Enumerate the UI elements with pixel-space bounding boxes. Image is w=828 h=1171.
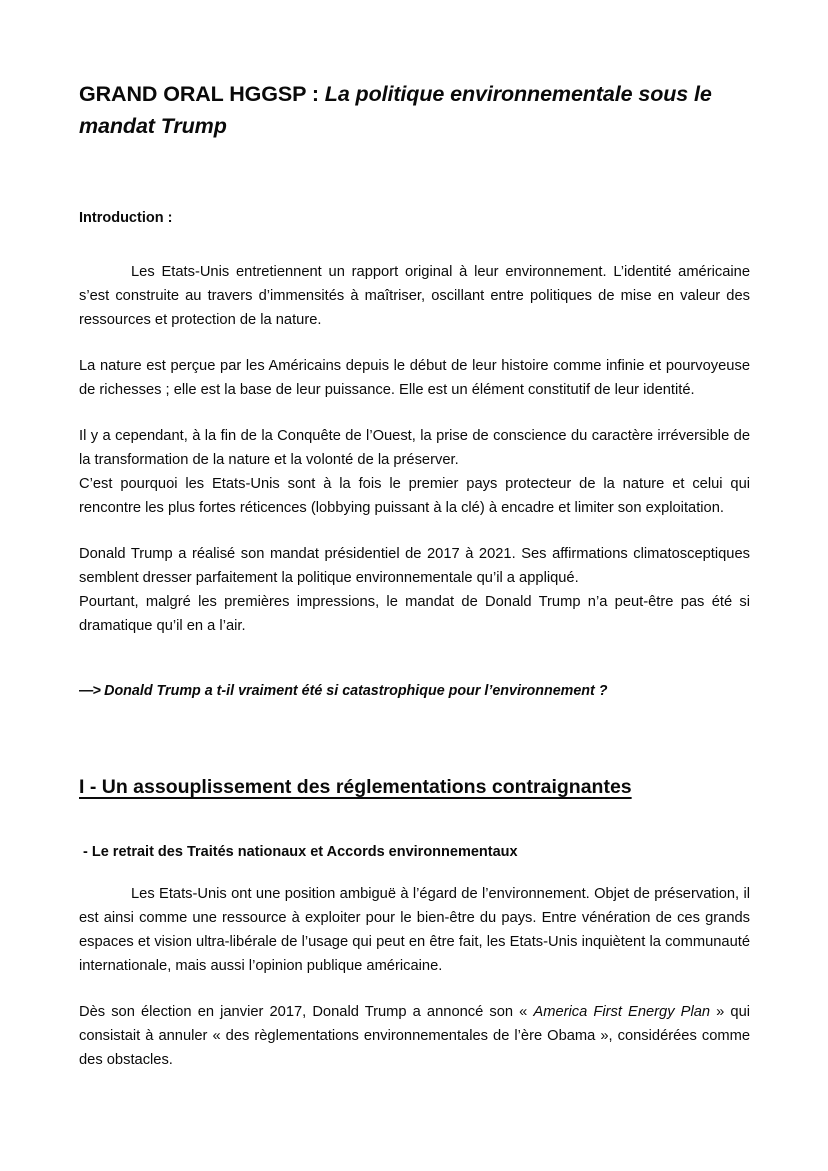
intro-paragraph-1: Les Etats-Unis entretiennent un rapport original à leur environnement. L’identité américaine s’est construite au travers d’immensités à maîtriser, oscillant entre politiques de mise en valeur des ressources et protection de la nature. [79, 264, 750, 328]
document-title-subject: La politique environnementale sous le mandat Trump [79, 82, 712, 138]
intro-paragraph-4: C’est pourquoi les Etats-Unis sont à la fois le premier pays protecteur de la nature et celui qui rencontre les plus fortes réticences (lobbying puissant à la clé) à encadre et limiter son exploitation. [79, 476, 750, 516]
intro-paragraph-5: Donald Trump a réalisé son mandat présidentiel de 2017 à 2021. Ses affirmations climatosceptiques semblent dresser parfaitement la politique environnementale qu’il a appliqué. [79, 546, 750, 586]
problem-statement-text: Donald Trump a t-il vraiment été si catastrophique pour l’environnement ? [104, 683, 608, 699]
document-title [79, 0, 750, 142]
intro-paragraph-3: Il y a cependant, à la fin de la Conquête de l’Ouest, la prise de conscience du caractère irréversible de la transformation de la nature et la volonté de la préserver. [79, 428, 750, 468]
energy-plan-title: America First Energy Plan [533, 1004, 711, 1020]
subsection-one-heading: - Le retrait des Traités nationaux et Accords environnementaux [83, 844, 518, 860]
part-one-heading [79, 702, 750, 800]
intro-paragraph-6: Pourtant, malgré les premières impressions, le mandat de Donald Trump n’a peut-être pas été si dramatique qu’il en a l’air. [79, 594, 750, 634]
part-one-heading-text: I - Un assouplissement des réglementations contraignantes [79, 776, 632, 798]
introduction-label: Introduction : [79, 210, 173, 226]
intro-paragraph-2: La nature est perçue par les Américains depuis le début de leur histoire comme infinie et pourvoyeuse de richesses ; elle est la base de leur puissance. Elle est un élément constitutif de leur identité. [79, 358, 750, 398]
last-paragraph-before-quote: Dès son élection en janvier 2017, Donald Trump a annoncé son « [79, 1004, 534, 1020]
problem-statement [79, 638, 750, 702]
last-paragraph-after-quote: » qui consistait à annuler « des règlementations environnementales de l’ère Obama », considérées comme des obstacles. [79, 1004, 750, 1068]
arrow-icon: —> [79, 683, 105, 699]
document-content-column [79, 0, 750, 1072]
section-one-paragraph-2 [79, 978, 750, 1072]
section-one-paragraph-1: Les Etats-Unis ont une position ambiguë à l’égard de l’environnement. Objet de préservation, il est ainsi comme une ressource à exploiter pour le bien-être du pays. Entre vénération de ces grands espaces et vision ultra-libérale de l’usage qui peut en être fait, les Etats-Unis inquiètent la communauté internationale, mais aussi l’opinion publique américaine. [79, 886, 750, 974]
document-title-lead: GRAND ORAL HGGSP : [79, 82, 325, 106]
